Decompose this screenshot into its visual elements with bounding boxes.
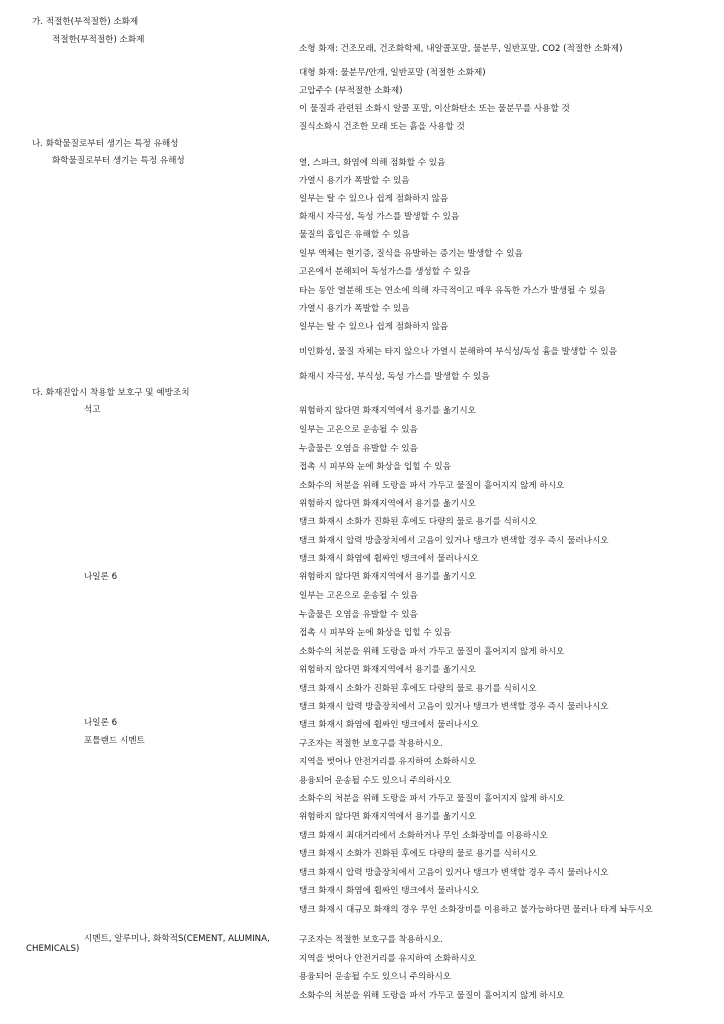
precaution-line: 탱크 화재시 최대거리에서 소화하거나 무인 소화장비를 이용하시오 xyxy=(299,831,548,841)
precaution-line: 용융되어 운송될 수도 있으니 주의하시오 xyxy=(299,972,452,982)
precaution-line: 탱크 화재시 화염에 휩싸인 탱크에서 물러나시오 xyxy=(299,554,479,564)
section-a-line: 대형 화재: 물분무/안개, 일반포말 (적절한 소화제) xyxy=(299,68,486,78)
precaution-line: 탱크 화재시 소화가 진화된 후에도 다량의 물로 용기를 식히시오 xyxy=(299,517,537,527)
precaution-line: 소화수의 처분을 위해 도랑을 파서 가두고 물질이 흩어지지 않게 하시오 xyxy=(299,481,565,491)
section-b-line: 타는 동안 열분해 또는 연소에 의해 자극적이고 매우 유독한 가스가 발생될 수 있음 xyxy=(299,286,606,296)
precaution-line: 탱크 화재시 압력 방출장치에서 고음이 있거나 탱크가 변색할 경우 즉시 물러나시오 xyxy=(299,702,609,712)
section-b-line: 일부 액체는 현기증, 질식을 유발하는 증기는 발생할 수 있음 xyxy=(299,249,523,259)
precaution-line: 용융되어 운송될 수도 있으니 주의하시오 xyxy=(299,776,452,786)
precaution-line: 소화수의 처분을 위해 도랑을 파서 가두고 물질이 흩어지지 않게 하시오 xyxy=(299,991,565,1001)
precaution-line: 탱크 화재시 대규모 화재의 경우 무인 소화장비를 이용하고 불가능하다면 물러나 타게 놔두시오 xyxy=(299,905,653,915)
section-b-line: 가열시 용기가 폭발할 수 있음 xyxy=(299,304,410,314)
section-b-heading: 나. 화학물질로부터 생기는 특정 유해성 xyxy=(32,139,179,149)
precaution-line: 소화수의 처분을 위해 도랑을 파서 가두고 물질이 흩어지지 않게 하시오 xyxy=(299,794,565,804)
precaution-line: 위험하지 않다면 화재지역에서 용기를 옮기시오 xyxy=(299,572,476,582)
section-b-line: 화재시 자극성, 독성 가스를 발생할 수 있음 xyxy=(299,212,460,222)
precaution-line: 탱크 화재시 소화가 진화된 후에도 다량의 물로 용기를 식히시오 xyxy=(299,849,537,859)
precaution-line: 누출물은 오염을 유발할 수 있음 xyxy=(299,610,418,620)
precaution-line: 위험하지 않다면 화재지역에서 용기를 옮기시오 xyxy=(299,665,476,675)
material-label: 시멘트, 알루미나, 화학적S(CEMENT, ALUMINA, CHEMICALS) xyxy=(26,934,270,955)
precaution-line: 누출물은 오염을 유발할 수 있음 xyxy=(299,444,418,454)
section-a-line: 이 물질과 관련된 소화시 알콜 포말, 이산화탄소 또는 물분무를 사용할 것 xyxy=(299,104,570,114)
section-b-line: 비인화성, 물질 자체는 타지 않으나 가열시 분해하여 부식성/독성 흄을 발생할 수 있음 xyxy=(299,347,617,357)
precaution-line: 소화수의 처분을 위해 도랑을 파서 가두고 물질이 흩어지지 않게 하시오 xyxy=(299,647,565,657)
section-b-line: 가열시 용기가 폭발할 수 있음 xyxy=(299,176,410,186)
precaution-line: 일부는 고온으로 운송될 수 있음 xyxy=(299,425,418,435)
precaution-line: 탱크 화재시 화염에 휩싸인 탱크에서 물러나시오 xyxy=(299,886,479,896)
section-a-line: 고압주수 (부적절한 소화제) xyxy=(299,86,403,96)
material-label: 나일론 6 xyxy=(84,718,118,728)
precaution-line: 위험하지 않다면 화재지역에서 용기를 옮기시오 xyxy=(299,499,476,509)
precaution-line: 접촉 시 피부와 눈에 화상을 입힐 수 있음 xyxy=(299,462,451,472)
precaution-line: 탱크 화재시 소화가 진화된 후에도 다량의 물로 용기를 식히시오 xyxy=(299,684,537,694)
precaution-line: 구조자는 적절한 보호구를 착용하시오. xyxy=(299,935,443,945)
precaution-line: 지역을 벗어나 안전거리를 유지하여 소화하시오 xyxy=(299,954,476,964)
section-b-line: 열, 스파크, 화염에 의해 점화할 수 있음 xyxy=(299,158,446,168)
section-a-label: 적절한(부적절한) 소화제 xyxy=(52,35,145,45)
precaution-line: 구조자는 적절한 보호구를 착용하시오. xyxy=(299,739,443,749)
precaution-line: 접촉 시 피부와 눈에 화상을 입힐 수 있음 xyxy=(299,628,451,638)
section-b-line: 물질의 흡입은 유해할 수 있음 xyxy=(299,230,410,240)
section-a-line: 소형 화재: 건조모래, 건조화학제, 내알콜포말, 물분무, 일반포말, CO2 (적절한 소화제) xyxy=(299,44,623,54)
material-label: 포틀랜드 시멘트 xyxy=(84,736,145,746)
precaution-line: 위험하지 않다면 화재지역에서 용기를 옮기시오 xyxy=(299,406,476,416)
section-b-line: 일부는 탈 수 있으나 쉽게 점화하지 않음 xyxy=(299,322,449,332)
precaution-line: 지역을 벗어나 안전거리를 유지하여 소화하시오 xyxy=(299,757,476,767)
material-label: 석고 xyxy=(84,405,101,415)
section-b-line: 고온에서 분해되어 독성가스를 생성할 수 있음 xyxy=(299,267,471,277)
section-c-heading: 다. 화재진압시 착용할 보호구 및 예방조치 xyxy=(32,388,190,398)
precaution-line: 위험하지 않다면 화재지역에서 용기를 옮기시오 xyxy=(299,812,476,822)
section-a-line: 질식소화시 건조한 모래 또는 흙을 사용할 것 xyxy=(299,122,465,132)
section-b-label: 화학물질로부터 생기는 특정 유해성 xyxy=(52,156,185,166)
section-b-line: 일부는 탈 수 있으나 쉽게 점화하지 않음 xyxy=(299,194,449,204)
section-b-line: 화재시 자극성, 부식성, 독성 가스를 발생할 수 있음 xyxy=(299,372,490,382)
precaution-line: 일부는 고온으로 운송될 수 있음 xyxy=(299,591,418,601)
section-a-heading: 가. 적절한(부적절한) 소화제 xyxy=(32,17,139,27)
precaution-line: 탱크 화재시 화염에 휩싸인 탱크에서 물러나시오 xyxy=(299,720,479,730)
precaution-line: 탱크 화재시 압력 방출장치에서 고음이 있거나 탱크가 변색할 경우 즉시 물러나시오 xyxy=(299,536,609,546)
precaution-line: 탱크 화재시 압력 방출장치에서 고음이 있거나 탱크가 변색할 경우 즉시 물러나시오 xyxy=(299,868,609,878)
material-label: 나일론 6 xyxy=(84,572,118,582)
